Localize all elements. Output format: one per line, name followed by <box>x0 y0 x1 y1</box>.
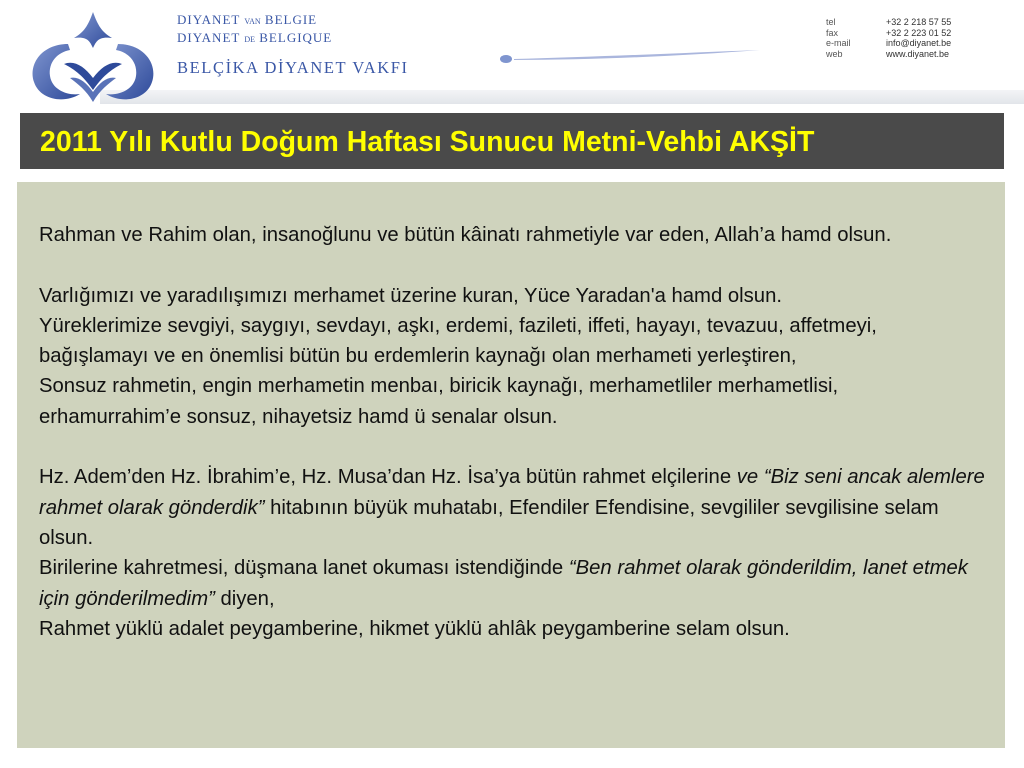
org-name-turkish: BELÇİKA DİYANET VAKFI <box>177 58 409 77</box>
paragraph-4: Sonsuz rahmetin, engin merhametin menbaı, biricik kaynağı, merhametliler merhametlisi, erhamurrahim’e sonsuz, nihayetsiz hamd ü senalar olsun. <box>39 375 839 428</box>
contact-email[interactable]: e-mail info@diyanet.be <box>826 38 952 48</box>
org-name-french: DIYANET DE BELGIQUE <box>177 30 333 45</box>
paragraph-7: Rahmet yüklü adalet peygamberine, hikmet yüklü ahlâk peygamberine selam olsun. <box>39 617 790 640</box>
contact-web[interactable]: web www.diyanet.be <box>826 48 950 59</box>
paragraph-spacer <box>39 432 985 462</box>
title-bar <box>20 113 1004 169</box>
contact-tel: tel +32 2 218 57 55 <box>826 17 952 27</box>
paragraph-spacer <box>39 250 985 280</box>
contact-info <box>826 17 1016 59</box>
letterhead <box>0 0 1024 110</box>
swoosh-line-icon <box>492 49 762 69</box>
content-body <box>17 182 1005 748</box>
paragraph-3: Yüreklerimize sevgiyi, saygıyı, sevdayı, aşkı, erdemi, fazileti, iffeti, hayayı, tevazuu, affetmeyi, bağışlamayı ve en önemlisi bütün bu erdemlerin kaynağı olan merhameti yerleştiren, <box>39 314 877 368</box>
org-name-dutch: DIYANET VAN BELGIE <box>177 12 318 27</box>
paragraph-5: Hz. Adem’den Hz. İbrahim’e, Hz. Musa’dan Hz. İsa’ya bütün rahmet elçilerine ve “Biz seni ancak alemlere rahmet olarak gönderdik” hitabının büyük muhatabı, Efendiler Efendisine, sevgililer sevgilisine selam olsun. <box>39 466 985 549</box>
paragraph-6: Birilerine kahretmesi, düşmana lanet okuması istendiğinde “Ben rahmet olarak gönderildim, lanet etmek için gönderilmedim” diyen, <box>39 557 968 610</box>
header-divider <box>100 90 1024 104</box>
diyanet-logo-icon <box>18 8 168 108</box>
paragraph-1: Rahman ve Rahim olan, insanoğlunu ve bütün kâinatı rahmetiyle var eden, Allah’a hamd olsun. <box>39 224 892 246</box>
quote-italic: “Ben rahmet olarak gönderildim, lanet etmek için gönderilmedim” <box>39 557 968 610</box>
paragraph-2: Varlığımızı ve yaradılışımızı merhamet üzerine kuran, Yüce Yaradan'a hamd olsun. <box>39 284 782 307</box>
contact-fax: fax +32 2 223 01 52 <box>826 27 952 38</box>
slide-title: 2011 Yılı Kutlu Doğum Haftası Sunucu Metni-Vehbi AKŞİT <box>40 126 815 158</box>
quote-italic: ve “Biz seni ancak alemlere rahmet olarak gönderdik” <box>39 466 985 519</box>
organization-name <box>177 12 537 78</box>
